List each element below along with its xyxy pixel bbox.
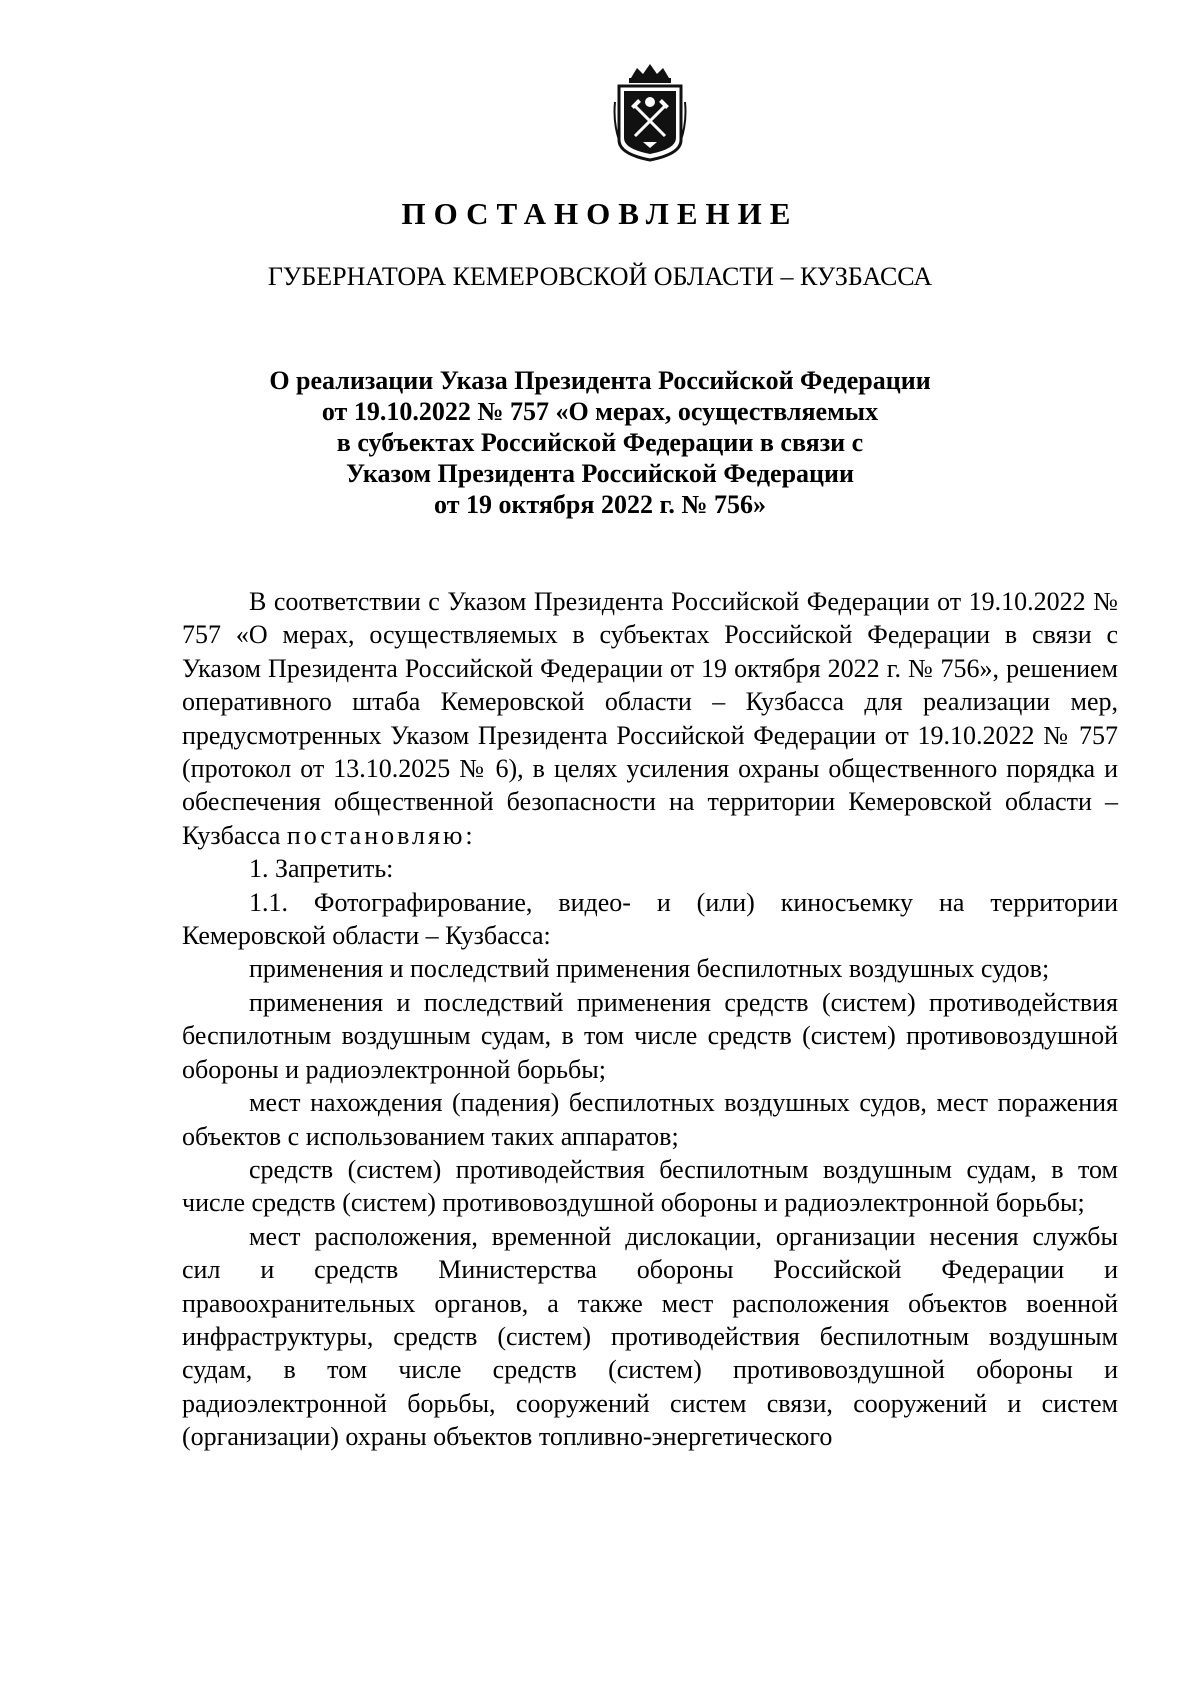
preamble-text: В соответствии с Указом Президента Российской Федерации от 19.10.2022 № 757 «О мерах, осуществляемых в субъектах Российской Федерации в связи с Указом Президента Российской Федерации от 19 октября 2022 г. № 756», решением оперативного штаба Кемеровской области – Кузбасса для реализации мер, предусмотренных Указом Президента Российской Федерации от 19.10.2022 № 757 (протокол от 13.10.2025 № 6), в целях усиления охраны общественного порядка и обеспечения общественной безопасности на территории Кемеровской области – Кузбасса [182, 587, 1118, 850]
document-subtitle: ГУБЕРНАТОРА КЕМЕРОВСКОЙ ОБЛАСТИ – КУЗБАССА [267, 262, 933, 291]
heading-line: О реализации Указа Президента Российской Федерации [269, 366, 931, 395]
heading-line: от 19 октября 2022 г. № 756» [434, 490, 766, 519]
document-title: ПОСТАНОВЛЕНИЕ [401, 196, 799, 231]
coat-of-arms-emblem [613, 62, 687, 162]
document-body [182, 585, 1118, 1454]
clause-item: мест нахождения (падения) беспилотных воздушных судов, мест поражения объектов с использованием таких аппаратов; [182, 1088, 1118, 1151]
clause-1: 1. Запретить: [249, 854, 394, 884]
resolve-word: постановляю: [286, 820, 476, 850]
heading-line: в субъектах Российской Федерации в связи с [336, 428, 864, 457]
clause-item: применения и последствий применения средств (систем) противодействия беспилотным воздушным судам, в том числе средств (систем) противовоздушной обороны и радиоэлектронной борьбы; [182, 987, 1118, 1084]
clause-item: средств (систем) противодействия беспилотным воздушным судам, в том числе средств (систем) противовоздушной обороны и радиоэлектронной борьбы; [182, 1154, 1118, 1218]
clause-item: мест расположения, временной дислокации, организации несения службы сил и средств Министерства обороны Российской Федерации и правоохранительных органов, а также мест расположения объектов военной инфраструктуры, средств (систем) противодействия беспилотным воздушным судам, в том числе средств (систем) противовоздушной обороны и радиоэлектронной борьбы, сооружений систем связи, сооружений и систем (организации) охраны объектов топливно-энергетического [182, 1221, 1118, 1452]
heading-line: от 19.10.2022 № 757 «О мерах, осуществляемых [321, 397, 879, 426]
preamble-paragraph [182, 585, 1118, 852]
clause-item: применения и последствий применения беспилотных воздушных судов; [249, 954, 1050, 984]
document-heading [150, 365, 1050, 520]
clause-1-1: 1.1. Фотографирование, видео- и (или) киносъемку на территории Кемеровской области – Кузбасса: [182, 887, 1118, 951]
heading-line: Указом Президента Российской Федерации [345, 459, 854, 488]
